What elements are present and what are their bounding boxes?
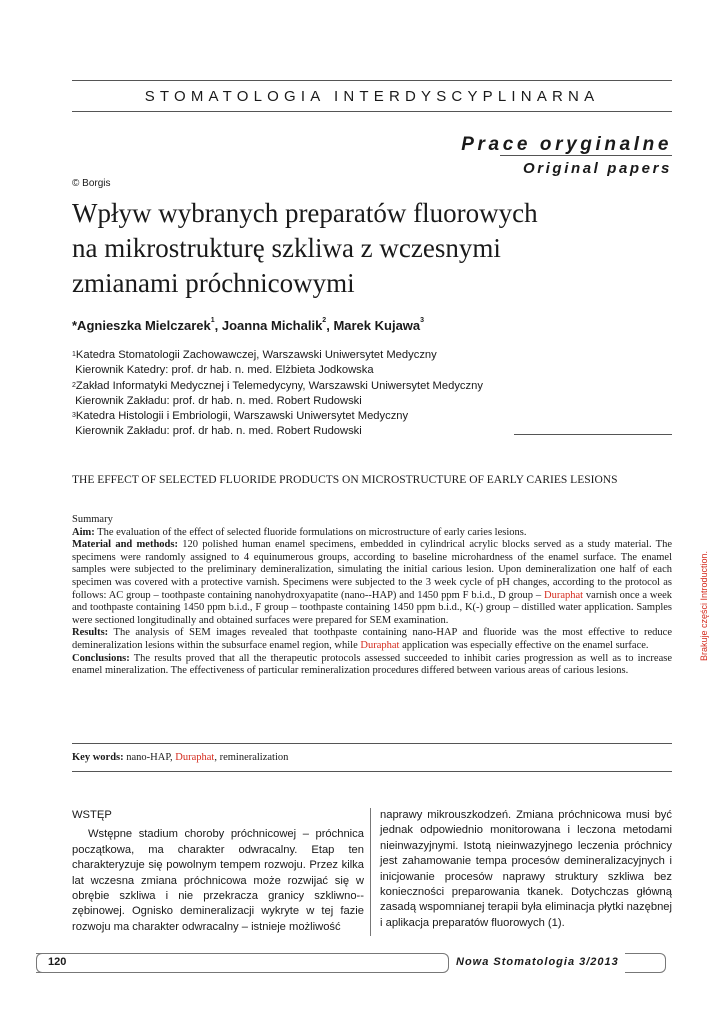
body-text-right: naprawy mikrouszkodzeń. Zmiana próchnicowa musi być jednak odpowiednio monitorowana i leczona metodami nieinwazyjnymi. Istotą nieinwazyjnego leczenia próchnicy jest zahamowanie tempa procesów demineralizacyjnych i inicjowanie procesów naprawy struktury szkliwa bez konieczności preparowania tkanek. Dotychczas główną zasadą wspomnianej terapii była eliminacja płytki nazębnej i aplikacja preparatów fluorowych (1). [380, 809, 672, 929]
affiliation-line: Kierownik Zakładu: prof. dr hab. n. med. Robert Rudowski [72, 425, 362, 438]
duraphat-link[interactable]: Duraphat [175, 752, 215, 763]
affiliation-line: $^1$Katedra Stomatologii Zachowawczej, Warszawski Uniwersytet Medyczny [72, 349, 437, 361]
keywords-top-rule [72, 743, 672, 744]
section-heading: WSTĘP [72, 809, 112, 821]
journal-section-header: STOMATOLOGIA INTERDYSCYPLINARNA [144, 88, 600, 105]
duraphat-link[interactable]: Duraphat [360, 639, 400, 651]
column-divider [370, 808, 371, 936]
author-name: Joanna Michalik [221, 318, 323, 333]
title-line: zmianami próchnicowymi [72, 268, 355, 298]
author-name: *Agnieszka Mielczarek [72, 318, 211, 333]
title-line: Wpływ wybranych preparatów fluorowych [72, 198, 538, 228]
conclusions-paragraph: Conclusions: The results proved that all the therapeutic protocols assessed succeeded to inhibit caries progression as well as to increase enamel mineralization. The effectiveness of particular remineralization procedures differed between various areas of carious lesions. [72, 652, 672, 677]
footer-frame-left [36, 953, 449, 973]
margin-note: Brakuje części Introduction. [699, 550, 709, 662]
keywords-bottom-rule [72, 771, 672, 772]
methods-paragraph: Material and methods: 120 polished human enamel specimens, embedded in cylindrical acrylic blocks served as a study material. The specimens were randomly assigned to 4 equinumerous groups, according to baseline microhardness of the enamel surface. The enamel samples were subjected to the preliminary demineralization, simulating the initial carious lesion. Upon demineralization one half of each specimen was covered with a protective varnish. Specimens were subjected to the 3 week cycle of pH changes, according to the protocol as follows: AC group – toothpaste containing nanohydroxyapatite (nano--HAP) and 1450 ppm F b.i.d., D group – Duraphat varnish once a week and toothpaste containing 1450 ppm b.i.d., F group – toothpaste containing 1450 ppm b.i.d., K(-) group – distilled water application. Samples were sectioned longitudinally and obtained surfaces were prepared for SEM examination. [72, 539, 673, 626]
author-sup: 2 [322, 317, 327, 324]
duraphat-link[interactable]: Duraphat [543, 589, 584, 601]
body-column-left [72, 808, 364, 935]
affiliation-line: Kierownik Katedry: prof. dr hab. n. med. Elżbieta Jodkowska [72, 364, 374, 377]
author-sup: 3 [420, 317, 425, 324]
keywords: Key words: nano-HAP, Duraphat, remineralization [72, 752, 289, 763]
header-top-rule [72, 80, 672, 81]
body-text-left: Wstępne stadium choroby próchnicowej – próchnica początkowa, ma charakter odwracalny. Etap ten charakteryzuje się powolnym tempem rozwoju. Przez kilka lat wczesna zmiana próchnicowa może rozwijać się w obrębie szkliwa i nie przekracza granicy szkliwno--zębinowej. Ognisko demineralizacji wykryte w tej fazie rozwoju ma charakter odwracalny – istnieje możliwość [72, 828, 364, 933]
affiliations [72, 348, 483, 440]
author-list: *Agnieszka Mielczarek$^1$, Joanna Michalik$^2$, Marek Kujawa$^3$ [72, 317, 425, 333]
affiliation-line: Kierownik Zakładu: prof. dr hab. n. med. Robert Rudowski [72, 394, 362, 407]
aim-paragraph: Aim: The evaluation of the effect of selected fluoride formulations on microstructure of early caries lesions. [72, 526, 527, 538]
category-rule [500, 155, 672, 156]
copyright-notice: © Borgis [72, 178, 111, 189]
author-name: Marek Kujawa [333, 318, 421, 333]
author-sup: 1 [210, 317, 215, 324]
affiliation-line: $^2$Zakład Informatyki Medycznej i Telemedycyny, Warszawski Uniwersytet Medyczny [72, 379, 483, 392]
category-english: Original papers [522, 160, 672, 177]
header-bottom-rule [72, 111, 672, 112]
keywords-label: Key words: [72, 752, 124, 763]
article-title [72, 196, 672, 301]
results-paragraph: Results: The analysis of SEM images revealed that toothpaste containing nano-HAP and fluoride was the most effective to reduce demineralization lesions within the subsurface enamel region, while Duraphat application was especially effective on the enamel surface. [72, 627, 672, 651]
footer-frame-right [625, 953, 666, 973]
journal-footer-name: Nowa Stomatologia 3/2013 [456, 956, 619, 968]
summary-heading: Summary [72, 514, 113, 525]
affiliation-line: $^3$Katedra Histologii i Embriologii, Warszawski Uniwersytet Medyczny [72, 410, 409, 423]
category-polish: Prace oryginalne [461, 134, 672, 155]
affiliation-rule [514, 434, 672, 435]
abstract [72, 514, 672, 678]
page-number: 120 [48, 956, 67, 968]
title-line: na mikrostrukturę szkliwa z wczesnymi [72, 233, 501, 263]
english-title: THE EFFECT OF SELECTED FLUORIDE PRODUCTS ON MICROSTRUCTURE OF EARLY CARIES LESIONS [72, 474, 618, 486]
